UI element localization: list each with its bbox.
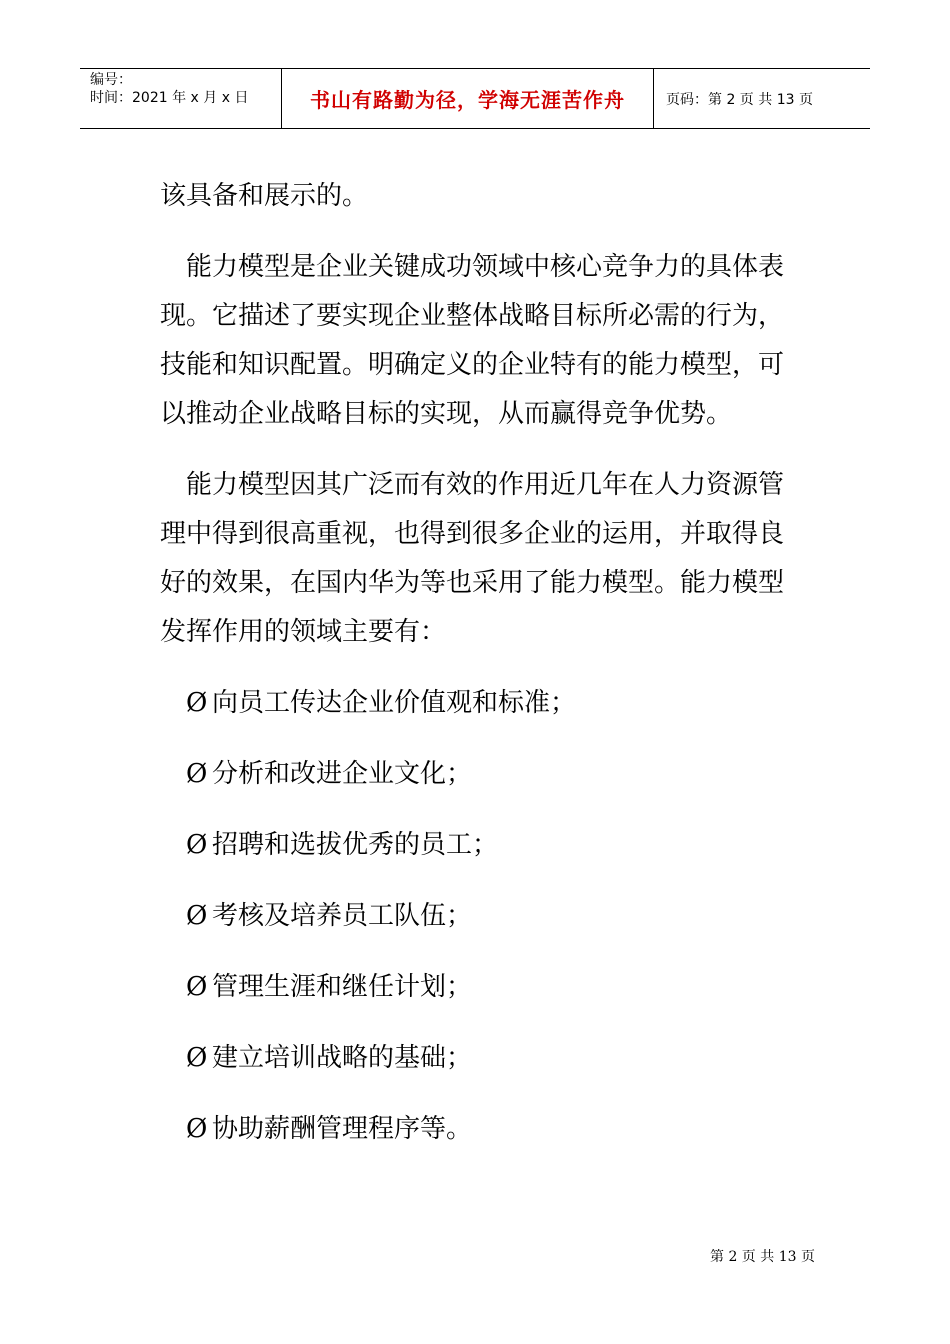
list-item-text: 分析和改进企业文化； bbox=[212, 759, 473, 789]
bullet-icon: Ø bbox=[186, 901, 208, 931]
paragraph-definition: 能力模型是企业关键成功领域中核心竞争力的具体表现。它描述了要实现企业整体战略目标所必需的行为，技能和知识配置。明确定义的企业特有的能力模型，可以推动企业战略目标的实现，从而赢得竞争优势。 bbox=[160, 252, 785, 429]
list-item bbox=[160, 892, 800, 941]
header-meta bbox=[80, 69, 282, 128]
header-motto: 书山有路勤为径，学海无涯苦作舟 bbox=[282, 69, 654, 128]
bullet-icon: Ø bbox=[186, 1114, 208, 1144]
bullet-icon: Ø bbox=[186, 1043, 208, 1073]
number-label: 编号： bbox=[90, 72, 132, 88]
list-item-text: 建立培训战略的基础； bbox=[212, 1043, 473, 1073]
bullet-icon: Ø bbox=[186, 830, 208, 860]
list-item-text: 考核及培养员工队伍； bbox=[212, 901, 473, 931]
list-item-text: 协助薪酬管理程序等。 bbox=[212, 1114, 473, 1144]
header-page-label: 页码：第 2 页 共 13 页 bbox=[666, 91, 813, 108]
list-item bbox=[160, 679, 800, 728]
list-item-text: 管理生涯和继任计划； bbox=[212, 972, 473, 1002]
page-header bbox=[80, 68, 870, 129]
bullet-icon: Ø bbox=[186, 759, 208, 789]
time-label: 时间：2021 年 x 月 x 日 bbox=[90, 90, 249, 106]
list-item bbox=[160, 1105, 800, 1154]
paragraph-application: 能力模型因其广泛而有效的作用近几年在人力资源管理中得到很高重视，也得到很多企业的运用，并取得良好的效果，在国内华为等也采用了能力模型。能力模型发挥作用的领域主要有： bbox=[160, 470, 785, 647]
list-item bbox=[160, 1034, 800, 1083]
list-item-text: 向员工传达企业价值观和标准； bbox=[212, 688, 577, 718]
bullet-icon: Ø bbox=[186, 972, 208, 1002]
list-item bbox=[160, 821, 800, 870]
list-item bbox=[160, 750, 800, 799]
page-footer: 第 2 页 共 13 页 bbox=[710, 1249, 815, 1265]
list-item bbox=[160, 963, 800, 1012]
document-body bbox=[160, 172, 800, 1176]
bullet-icon: Ø bbox=[186, 688, 208, 718]
list-item-text: 招聘和选拔优秀的员工； bbox=[212, 830, 499, 860]
paragraph-continuation: 该具备和展示的。 bbox=[160, 181, 369, 211]
